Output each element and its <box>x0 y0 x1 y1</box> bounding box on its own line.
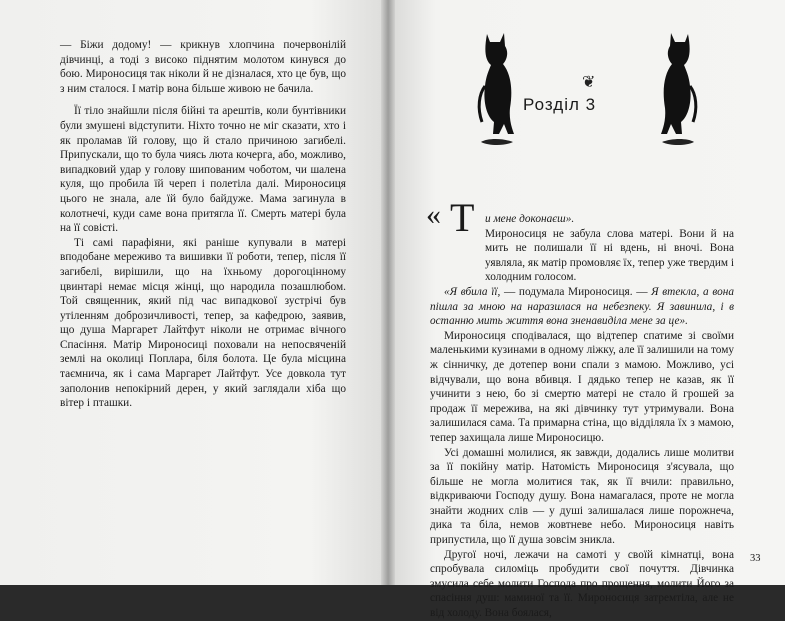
right-page-text <box>426 195 735 621</box>
paragraph: Другої ночі, лежачи на самоті у своїй кімнатці, вона спробувала силоміць пробудити свої почуття. Дівчинка змусила себе молити Господа про прощення, молити Його за спасіння душ: маминої та її. Мироносиця затремтіла, але не від холоду. Вона боялася, <box>430 548 734 620</box>
inner-speech: Я втекла, а вона пішла за мною на наразилася на небезпеку. Я завинила, і в останню мить життя вона зненавиділа мене за це». <box>430 285 735 328</box>
chapter-title: Розділ 3 <box>523 95 597 114</box>
book-gutter <box>381 0 395 585</box>
paragraph: Усі домашні молилися, як завжди, додались лише молитви за її покійну матір. Натомість Мироносиця з'ясувала, що більше не могла молитися так, як її вчили: правильно, відкриваючи Господу душу. Вона намагалася, проте не могла знайти жодних слів — у душі залишалася лише порожнеча, дика та біла, немов жовтневе небо. Мироносиця навіть припустила, що її душа зовсім зникла. <box>430 446 734 547</box>
left-page-text <box>60 38 346 411</box>
drop-cap: Т <box>450 195 475 240</box>
cat-left-icon <box>473 30 519 150</box>
inner-speech: «Я вбила її, <box>444 285 501 298</box>
drop-quote: « <box>426 198 441 231</box>
narration: — подумала Мироносиця. — <box>500 285 652 298</box>
paragraph <box>430 285 734 329</box>
chapter-opening <box>426 195 734 240</box>
paragraph: Мироносиця не забула слова матері. Вони й на мить не полишали її ні вдень, ні вночі. Вона уявляла, як матір промовляє їх, тепер уже твердим і холодним голосом. <box>485 227 734 284</box>
paragraph: — Біжи додому! — крикнув хлопчина почервонілій дівчинці, а тоді з високо піднятим молотом кинувся до бою. Мироносиця так ніколи й не дізналася, хто це був, що з ним сталося. І матір вона більше живою не бачила. <box>60 39 346 95</box>
left-page <box>0 0 388 585</box>
first-line: и мене доконаєш». <box>485 213 575 225</box>
fleuron-icon: ❦ <box>582 74 596 91</box>
page-number: 33 <box>750 553 761 564</box>
cat-right-icon <box>656 30 702 150</box>
paragraph: Мироносиця сподівалася, що відтепер спатиме зі своїми маленькими кузинами в одному ліжку, але її залишили на тому ж сінничку, де дотепер вони спали з мамою. Можливо, усі відчували, що вона вбивця. І дядько тепер не казав, як її учинити з нею, бо зі смертю матері не стало й грошей за продаж її мережива, на які дівчинку тут утримували. Вона залишилася сама. Та примарна стіна, що відділяла їх з мамою, тепер захищала лише Мироносицю. <box>430 329 734 444</box>
paragraph: Її тіло знайшли після бійні та арештів, коли бунтівники були змушені відступити. Ніхто точно не міг сказати, хто і як проламав їй голову, що й стало причиною загибелі. Припускали, що то була чиясь люта кочерга, або, можливо, випадковий удар у голову шипованим чоботом, чи шалена куля, що пробила їй череп і полетіла далі. Мироносиця цього не знала, але їй було байдуже. Мама загинула в колотнечі, куди саме вона притягла її. Смерть матері була на її совісті. <box>60 105 346 235</box>
right-page <box>388 0 785 620</box>
paragraph: Ті самі парафіяни, які раніше купували в матері вподобане мереживо та вишивки її роботи, тепер, після її загибелі, вирішили, що на їхньому дорогоцінному цвинтарі немає місця жінці, що народила позашлюбом. Той священник, який під час випадкової зустрічі був утіленням доброзичливості, тепер, за кафедрою, заявив, що душа Маргарет Лайтфут ніколи не отримає вічного Спасіння. Матір Мироносиці поховали на непосвяченій землі на околиці Поплара, біля болота. Це була місцина таємнича, як і сама Маргарет Лайтфут. Усе довкола тут заполонив непокірний дерен, у який заглядали хіба що вітер і пташки. <box>60 236 346 410</box>
